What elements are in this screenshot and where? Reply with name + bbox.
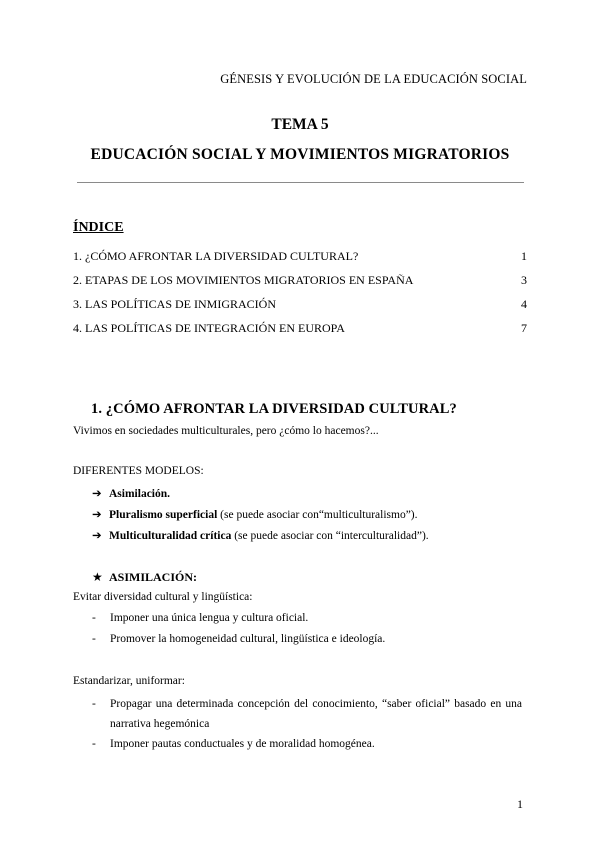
dash-bullet: - xyxy=(92,633,96,645)
model-item xyxy=(92,528,429,542)
toc-entry-page: 1 xyxy=(521,249,527,263)
toc-entry-page: 3 xyxy=(521,273,527,287)
toc-entry[interactable] xyxy=(73,321,527,336)
toc-entry-label: 3. LAS POLÍTICAS DE INMIGRACIÓN xyxy=(73,297,276,311)
arrow-icon: ➔ xyxy=(92,530,102,542)
toc-entry[interactable] xyxy=(73,297,527,312)
model-name: Pluralismo superficial xyxy=(109,509,218,521)
page-number: 1 xyxy=(517,797,523,811)
model-item xyxy=(92,507,418,521)
model-note: (se puede asociar con“multiculturalismo”). xyxy=(217,509,418,521)
title-divider xyxy=(77,182,524,183)
toc-entry-page: 7 xyxy=(521,321,527,335)
arrow-icon: ➔ xyxy=(92,509,102,521)
model-name: Asimilación. xyxy=(109,488,171,500)
list-item-text: Promover la homogeneidad cultural, lingüística e ideología. xyxy=(110,633,386,645)
toc-entry-label: 1. ¿CÓMO AFRONTAR LA DIVERSIDAD CULTURAL? xyxy=(73,249,359,263)
list-item xyxy=(92,633,385,645)
subsection-heading xyxy=(92,570,197,585)
dash-bullet: - xyxy=(92,612,96,624)
toc-entry-label: 2. ETAPAS DE LOS MOVIMIENTOS MIGRATORIOS EN ESPAÑA xyxy=(73,273,414,287)
model-note: (se puede asociar con “interculturalidad”). xyxy=(231,530,429,542)
subsection-heading-label: ASIMILACIÓN: xyxy=(109,570,198,584)
index-heading: ÍNDICE xyxy=(73,220,124,235)
star-icon: ★ xyxy=(92,570,103,584)
toc-entry[interactable] xyxy=(73,273,527,288)
list-item xyxy=(92,738,375,750)
toc-entry-page: 4 xyxy=(521,297,527,311)
models-label: DIFERENTES MODELOS: xyxy=(73,465,204,477)
tema-title: TEMA 5 xyxy=(271,116,329,133)
list-item-text: Propagar una determinada concepción del conocimiento, “saber oficial” basado en una narrativa hegemónica xyxy=(110,698,522,730)
dash-bullet: - xyxy=(92,738,96,750)
toc-entry-label: 4. LAS POLÍTICAS DE INTEGRACIÓN EN EUROPA xyxy=(73,321,345,335)
toc-entry[interactable] xyxy=(73,249,527,264)
document-subtitle: EDUCACIÓN SOCIAL Y MOVIMIENTOS MIGRATORIOS xyxy=(90,146,510,163)
dash-bullet: - xyxy=(92,698,96,710)
section-heading: 1. ¿CÓMO AFRONTAR LA DIVERSIDAD CULTURAL? xyxy=(91,401,457,417)
list-item xyxy=(92,612,308,624)
model-name: Multiculturalidad crítica xyxy=(109,530,232,542)
section-intro: Vivimos en sociedades multiculturales, pero ¿cómo lo hacemos?... xyxy=(73,425,379,437)
paragraph: Estandarizar, uniformar: xyxy=(73,675,185,687)
arrow-icon: ➔ xyxy=(92,488,102,500)
list-item-text: Imponer pautas conductuales y de moralidad homogénea. xyxy=(110,738,375,750)
list-item-text: Imponer una única lengua y cultura oficial. xyxy=(110,612,309,624)
model-item xyxy=(92,486,170,500)
running-header: GÉNESIS Y EVOLUCIÓN DE LA EDUCACIÓN SOCIAL xyxy=(220,72,527,86)
list-item xyxy=(92,694,522,734)
paragraph: Evitar diversidad cultural y lingüística: xyxy=(73,591,253,603)
